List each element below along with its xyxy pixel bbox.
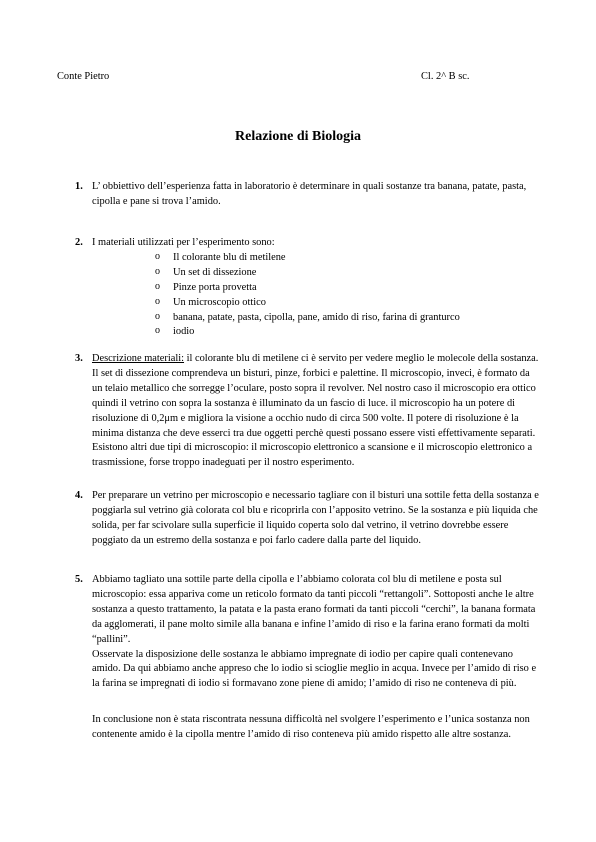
section-text: Descrizione materiali: il colorante blu di metilene ci è servito per vedere meglio le molecole della sostanza. Il set di dissezione comprendeva un bisturi, pinze, forbici e palettine. Il microscopio, inveci, è formato da un telaio metallico che sorregge l’oculare, posto sopra il revolver. Nel nostro caso il microscopio era ottico quindi il vetrino con sopra la sostanza è illuminato da un fascio di luce. il microscopio ha un potere di risoluzione di 0,2μm e migliora la visione a occhio nudo di circa 500 volte. Il potere di risoluzione è la minima distanza che deve esserci tra due oggetti perchè questi possano essere visti effettivamente separati. Esistono altri due tipi di microscopio: il microscopio elettronico a scansione e il microscopio elettronico a trasmissione, forse troppo inadeguati per il nostro esperimento. xyxy=(92,353,539,469)
section-number: 1. xyxy=(75,181,83,192)
conclusion-paragraph: In conclusione non è stata riscontrata nessuna difficoltà nel svolgere l’esperimento e l’unica sostanza non contenente amido è la cipolla mentre l’amido di riso conteneva più amido rispetto alle altre sostanza. xyxy=(92,714,530,740)
section-number: 5. xyxy=(75,574,83,585)
section-number: 2. xyxy=(75,237,83,248)
paragraph: Osservate la disposizione delle sostanza le abbiamo impregnate di iodio per capire quali contenevano amido. Da qui abbiamo anche appreso che lo iodio si scioglie meglio in acqua. Invece per l’amido di riso e la farina se impregnati di iodio si formavano zone piene di amido; l’amido di riso ne conteneva di più. xyxy=(92,648,537,690)
section-number: 3. xyxy=(75,353,83,364)
paragraph: Abbiamo tagliato una sottile parte della cipolla e l’abbiamo colorata col blu di metilene e posta sul microscopio: essa appariva come un reticolo formato da tanti piccoli “rettangoli”. Sottoposti anche le altre sostanza a questo trattamento, la patata e la pasta erano formati da tanti piccoli “cerchi”, la banana formata da agglomerati, il pane molto simile alla banana e infine l’amido di riso e la farina erano formati da molti “pallini”. xyxy=(92,574,536,645)
list-item: o Pinze porta provetta xyxy=(155,280,257,293)
list-item: o iodio xyxy=(155,325,195,338)
circle-bullet-icon: o xyxy=(155,265,160,277)
section-text xyxy=(92,573,539,692)
circle-bullet-icon: o xyxy=(155,295,160,307)
circle-bullet-icon: o xyxy=(155,251,160,262)
document-title: Relazione di Biologia xyxy=(235,129,361,144)
list-item: o Il colorante blu di metilene xyxy=(155,251,286,263)
author-name: Conte Pietro xyxy=(57,71,110,82)
section-text: I materiali utilizzati per l’esperimento sono: xyxy=(92,237,275,248)
circle-bullet-icon: o xyxy=(155,325,160,337)
circle-bullet-icon: o xyxy=(155,310,160,322)
list-item: o Un microscopio ottico xyxy=(155,295,266,308)
section-text: Per preparare un vetrino per microscopio e necessario tagliare con il bisturi una sottile fetta della sostanza e poggiarla sul vetrino già colorata col blu e ricoprirla con l’apposito vetrino. Se la sostanza e più liquida che solida, per far scivolare sulla superficie il liquido coperta solo dal vetrino, il vetrino dovrebbe essere poggiato da un estremo della sostanza e poi farlo cadere dalla parte del liquido. xyxy=(92,490,539,546)
section-number: 4. xyxy=(75,490,83,501)
circle-bullet-icon: o xyxy=(155,280,160,292)
section-text: L’ obbiettivo dell’esperienza fatta in laboratorio è determinare in quali sostanze tra banana, patate, pasta, cipolla e pane si trova l’amido. xyxy=(92,181,527,207)
list-item: o Un set di dissezione xyxy=(155,265,257,278)
list-item: o banana, patate, pasta, cipolla, pane, amido di riso, farina di granturco xyxy=(155,310,460,323)
section-label: Descrizione materiali: xyxy=(92,353,185,364)
materials-list xyxy=(155,251,460,340)
class-label: Cl. 2^ B sc. xyxy=(421,71,470,82)
